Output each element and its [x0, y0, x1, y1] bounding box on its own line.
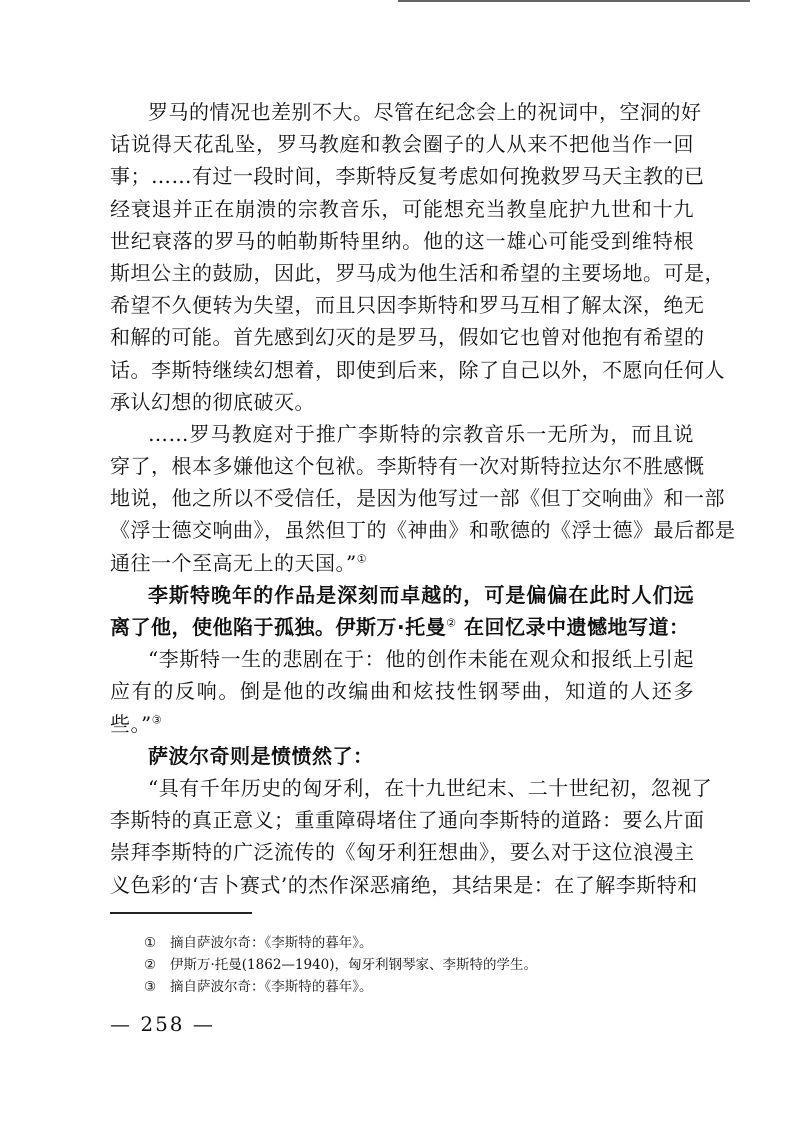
text-line: 和解的可能。首先感到幻灭的是罗马，假如它也曾对他抱有希望的 [110, 325, 705, 350]
text-line: 《浮士德交响曲》，虽然但丁的《神曲》和歌德的《浮士德》最后都是 [110, 518, 736, 543]
text-line-tail: 在回忆录中遗憾地写道： [456, 615, 690, 639]
text-line: 地说，他之所以不受信任，是因为他写过一部《但丁交响曲》和一部 [110, 486, 725, 511]
text-line: 话说得天花乱坠，罗马教庭和教会圈子的人从来不把他当作一回 [110, 132, 694, 157]
footnote-text: 摘自萨波尔奇：《李斯特的暮年》。 [170, 935, 373, 951]
footnote-1 [144, 932, 537, 954]
text-line: “具有千年历史的匈牙利，在十九世纪末、二十世纪初，忽视了 [148, 775, 713, 800]
footnote-3 [144, 976, 537, 998]
text-line: “李斯特一生的悲剧在于：他的创作未能在观众和报纸上引起 [148, 647, 694, 672]
text-line: 事；……有过一段时间，李斯特反复考虑如何挽救罗马天主教的已 [110, 164, 705, 189]
text-line: 承认幻想的彻底破灭。 [110, 389, 315, 414]
footnote-2 [144, 954, 537, 976]
text-line: 话。李斯特继续幻想着，即使到后来，除了自己以外，不愿向任何人 [110, 357, 725, 382]
text-line-content: 离了他，使他陷于孤独。伊斯万·托曼 [110, 615, 447, 639]
text-line: ……罗马教庭对于推广李斯特的宗教音乐一无所为，而且说 [148, 421, 694, 446]
footnote-rule [110, 912, 252, 914]
footnotes [144, 932, 537, 998]
text-line: 罗马的情况也差别不大。尽管在纪念会上的祝词中，空洞的好 [148, 100, 702, 124]
paragraph-2 [110, 418, 736, 579]
text-line: 崇拜李斯特的广泛流传的《匈牙利狂想曲》，要么对于这位浪漫主 [110, 840, 695, 865]
footnote-mark: ③ [144, 979, 157, 995]
text-line [110, 547, 694, 579]
footnote-text: 摘自萨波尔奇：《李斯特的暮年》。 [170, 979, 373, 995]
footnote-ref-2: ② [446, 616, 457, 630]
paragraph-1 [110, 96, 725, 418]
footnote-mark: ① [144, 935, 157, 951]
paragraph-3-bold [110, 579, 694, 643]
text-line-content: 通往一个至高无上的天国。” [110, 550, 357, 575]
text-line: 义色彩的‘吉卜赛式’的杰作深恶痛绝，其结果是：在了解李斯特和 [110, 872, 698, 897]
text-line: 斯坦公主的鼓励，因此，罗马成为他生活和希望的主要场地。可是， [110, 260, 725, 285]
footnote-text: 伊斯万·托曼(1862—1940)，匈牙利钢琴家、李斯特的学生。 [170, 957, 538, 973]
text-line [110, 611, 694, 643]
paragraph-5-bold [110, 740, 694, 772]
text-line: 萨波尔奇则是愤愤然了： [148, 743, 374, 768]
text-line: 希望不久便转为失望，而且只因李斯特和罗马互相了解太深，绝无 [110, 293, 705, 318]
text-line: 李斯特晚年的作品是深刻而卓越的，可是偏偏在此时人们远 [148, 582, 694, 607]
body-text [110, 96, 736, 901]
text-line-content: 些。” [110, 711, 152, 736]
text-line: 经衰退并正在崩溃的宗教音乐，可能想充当教皇庇护九世和十九 [110, 196, 694, 221]
page-number: — 258 — [110, 1012, 215, 1036]
footnote-ref-1: ① [356, 551, 368, 565]
paragraph-4-quote [110, 643, 694, 740]
text-line: 应有的反响。倒是他的改编曲和炫技性钢琴曲，知道的人还多 [110, 679, 694, 704]
text-line: 世纪衰落的罗马的帕勒斯特里纳。他的这一雄心可能受到维特根 [110, 228, 694, 253]
top-rule [398, 0, 750, 2]
paragraph-6-quote [110, 772, 713, 901]
text-line: 穿了，根本多嫌他这个包袱。李斯特有一次对斯特拉达尔不胜感慨 [110, 454, 705, 479]
text-line [110, 708, 694, 740]
text-line: 李斯特的真正意义；重重障碍堵住了通向李斯特的道路：要么片面 [110, 808, 705, 833]
footnote-mark: ② [144, 957, 157, 973]
footnote-ref-3: ③ [151, 712, 163, 726]
